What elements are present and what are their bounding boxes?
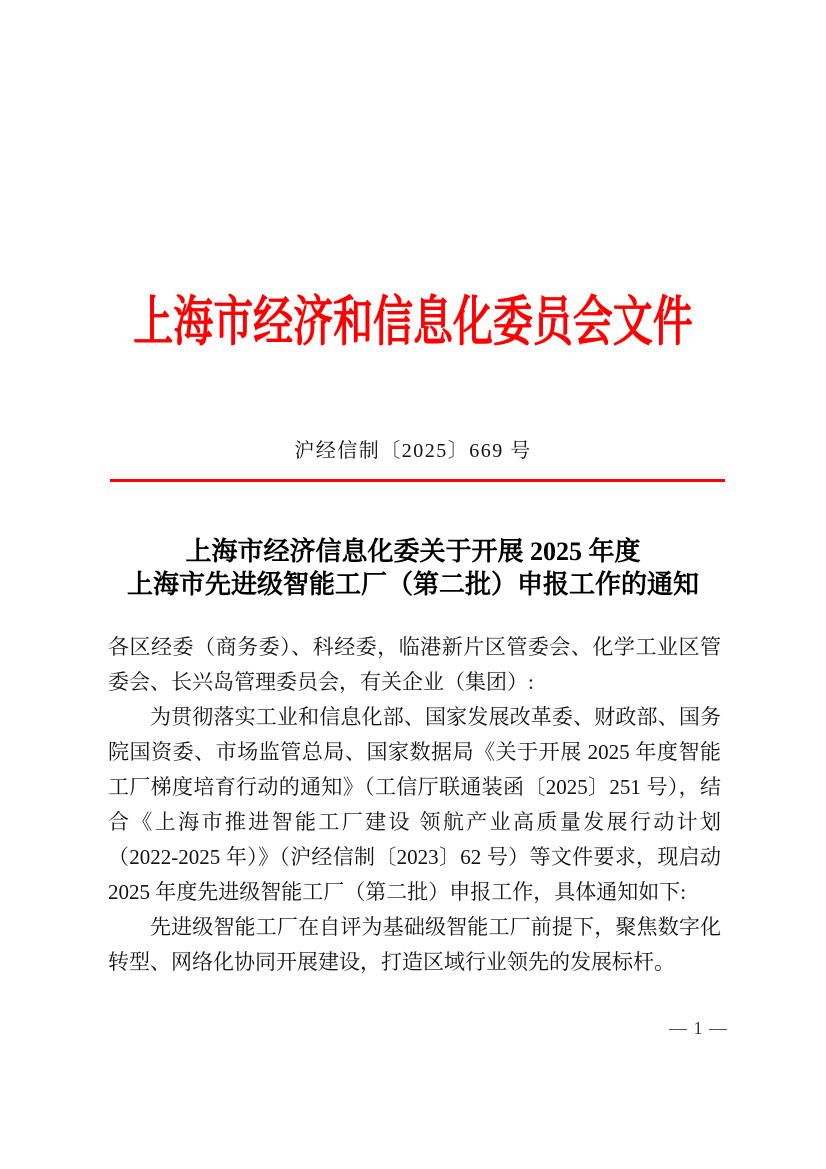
- recipients-paragraph: 各区经委（商务委）、科经委，临港新片区管委会、化学工业区管委会、长兴岛管理委员会，有关企业（集团）:: [108, 635, 721, 694]
- red-divider-line: [110, 479, 725, 482]
- requirement-paragraph: 先进级智能工厂在自评为基础级智能工厂前提下，聚焦数字化转型、网络化协同开展建设，打造区域行业领先的发展标杆。: [108, 915, 721, 974]
- red-letterhead-title: 上海市经济和信息化委员会文件: [133, 292, 693, 352]
- document-title: [0, 535, 826, 601]
- document-body: [108, 630, 721, 980]
- document-title-line1: 上海市经济信息化委关于开展 2025 年度: [185, 537, 641, 566]
- basis-paragraph: 为贯彻落实工业和信息化部、国家发展改革委、财政部、国务院国资委、市场监管总局、国家数据局《关于开展 2025 年度智能工厂梯度培育行动的通知》（工信厅联通装函〔2025〕251 号），结合《上海市推进智能工厂建设 领航产业高质量发展行动计划（2022-2025 年）》（沪经信制〔2023〕62 号）等文件要求，现启动 2025 年度先进级智能工厂（第二批）申报工作，具体通知如下:: [108, 705, 721, 904]
- page-number: — 1 —: [669, 1018, 728, 1038]
- document-number: 沪经信制〔2025〕669 号: [294, 440, 532, 462]
- document-title-line2: 上海市先进级智能工厂（第二批）申报工作的通知: [126, 570, 699, 599]
